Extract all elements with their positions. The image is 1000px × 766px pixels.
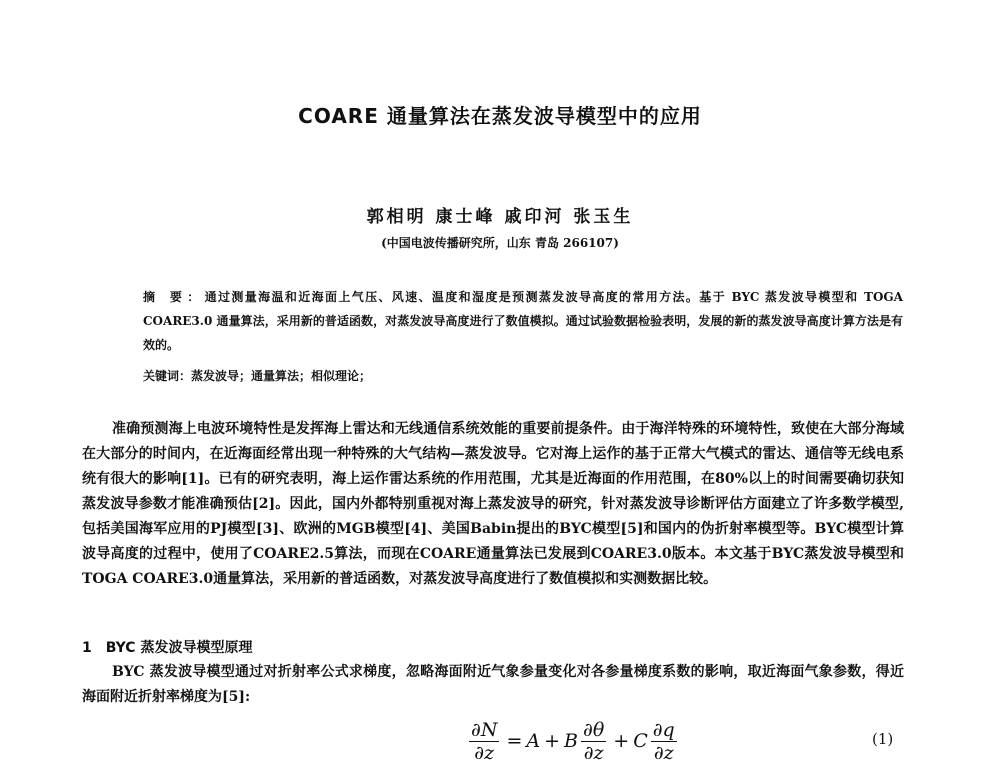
q-fraction — [651, 719, 677, 764]
equals-sign: = — [506, 730, 523, 752]
coef-c: C — [633, 730, 648, 752]
lhs-fraction — [469, 719, 499, 764]
equation-1 — [466, 716, 680, 766]
abstract-label: 摘 要： — [143, 290, 205, 304]
section-number: 1 — [82, 640, 92, 656]
lhs-denominator: ∂z — [474, 741, 495, 764]
intro-paragraph: 准确预测海上电波环境特性是发挥海上雷达和无线通信系统效能的重要前提条件。由于海洋特殊的环境特性，致使在大部分海域在大部分的时间内，在近海面经常出现一种特殊的大气结构—蒸发波导。它对海上运作的基于正常大气模式的雷达、通信等无线电系统有很大的影响[1]。已有的研究表明，海上运作雷达系统的作用范围，尤其是近海面的作用范围，在80%以上的时间需要确切获知蒸发波导参数才能准确预估[2]。因此，国内外都特别重视对海上蒸发波导的研究，针对蒸发波导诊断评估方面建立了许多数学模型,包括美国海军应用的PJ模型[3]、欧洲的MGB模型[4]、美国Babin提出的BYC模型[5]和国内的伪折射率模型等。BYC模型计算波导高度的过程中，使用了COARE2.5算法，而现在COARE通量算法已发展到COARE3.0版本。本文基于BYC蒸发波导模型和TOGA COARE3.0通量算法，采用新的普适函数，对蒸发波导高度进行了数值模拟和实测数据比较。 — [82, 421, 904, 587]
coef-b: B — [564, 730, 578, 752]
q-denominator: ∂z — [653, 741, 674, 764]
theta-numerator: ∂θ — [583, 718, 605, 741]
author-list: 郭相明 康士峰 戚印河 张玉生 — [366, 207, 634, 227]
paper-title: COARE 通量算法在蒸发波导模型中的应用 — [298, 104, 702, 128]
affiliation: (中国电波传播研究所，山东 青岛 266107) — [381, 236, 619, 250]
keywords-text: 蒸发波导；通量算法；相似理论； — [191, 369, 372, 383]
abstract — [143, 285, 903, 357]
section-title: BYC 蒸发波导模型原理 — [105, 640, 253, 656]
equation-number: (1) — [872, 730, 894, 748]
section-paragraph: BYC 蒸发波导模型通过对折射率公式求梯度，忽略海面附近气象参量变化对各参量梯度系数的影响，取近海面气象参数，得近海面附近折射率梯度为[5]: — [82, 664, 904, 705]
lhs-numerator: ∂N — [471, 718, 498, 741]
theta-fraction — [581, 719, 606, 764]
coef-a: A — [526, 730, 541, 752]
plus-sign-2: + — [613, 730, 630, 752]
keywords — [143, 367, 903, 384]
plus-sign-1: + — [544, 730, 561, 752]
abstract-text: 通过测量海温和近海面上气压、风速、温度和湿度是预测蒸发波导高度的常用方法。基于 BYC 蒸发波导模型和 TOGA COARE3.0 通量算法，采用新的普适函数，对蒸发波导高度进行了数值模拟。通过试验数据检验表明，发展的新的蒸发波导高度计算方法是有效的。 — [143, 290, 903, 352]
q-numerator: ∂q — [652, 718, 675, 741]
theta-denominator: ∂z — [583, 741, 604, 764]
keywords-label: 关键词： — [143, 369, 192, 383]
section-heading — [82, 637, 252, 657]
